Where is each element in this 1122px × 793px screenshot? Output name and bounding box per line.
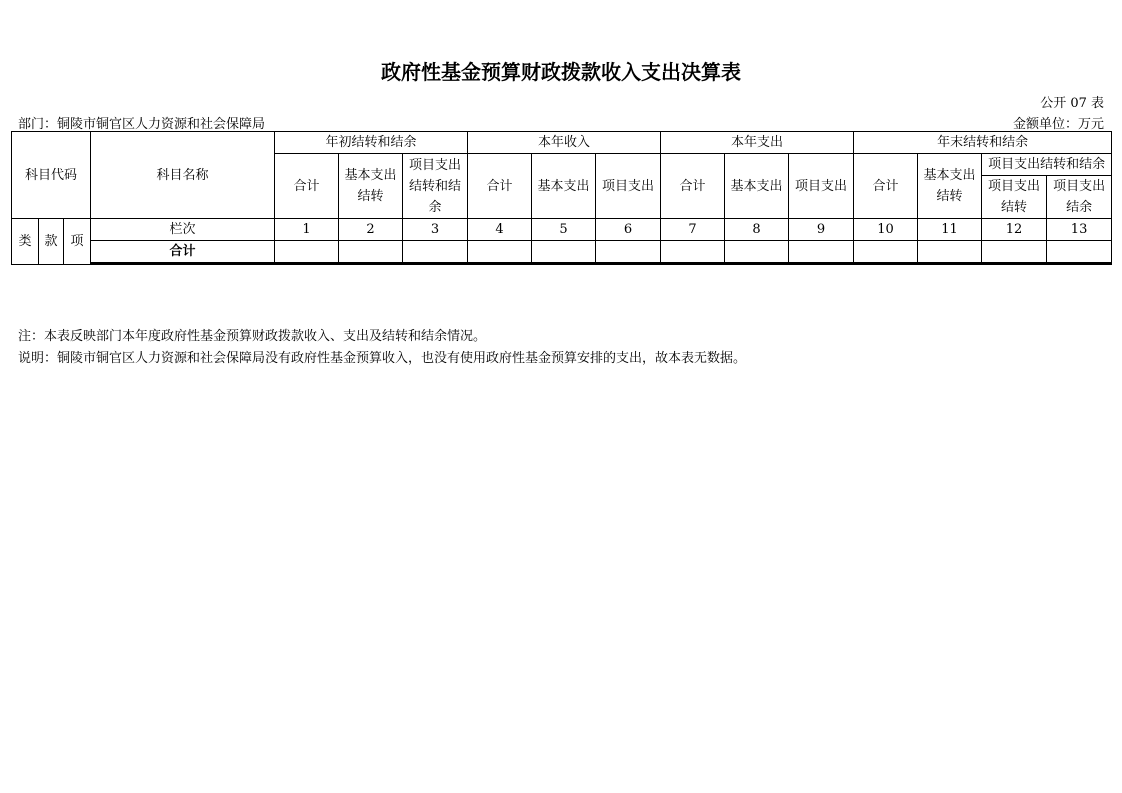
table-cell <box>339 241 403 263</box>
table-cell <box>918 241 982 263</box>
table-cell <box>468 264 532 265</box>
column-number: 3 <box>403 219 468 241</box>
table-cell <box>403 264 468 265</box>
g3-total-header: 合计 <box>661 154 725 219</box>
xiang-header: 项 <box>64 219 91 265</box>
table-cell <box>854 264 918 265</box>
total-row <box>12 241 1112 263</box>
column-number: 10 <box>854 219 918 241</box>
column-number: 4 <box>468 219 532 241</box>
table-cell <box>789 264 854 265</box>
table-cell <box>982 264 1047 265</box>
column-number: 9 <box>789 219 854 241</box>
table-cell <box>725 264 789 265</box>
note-line: 注：本表反映部门本年度政府性基金预算财政拨款收入、支出及结转和结余情况。 <box>18 329 487 344</box>
column-number: 8 <box>725 219 789 241</box>
table-cell <box>532 264 596 265</box>
column-number: 11 <box>918 219 982 241</box>
table-cell <box>275 264 339 265</box>
amount-unit-label: 金额单位：万元 <box>1012 117 1104 132</box>
opening-balance-header: 年初结转和结余 <box>275 132 468 154</box>
table-cell <box>91 264 275 265</box>
table-cell <box>854 241 918 263</box>
budget-table <box>11 131 1112 265</box>
table-cell <box>789 241 854 263</box>
g4-total-header: 合计 <box>854 154 918 219</box>
table-cell <box>596 241 661 263</box>
header-row-1 <box>12 132 1112 154</box>
g1-total-header: 合计 <box>275 154 339 219</box>
total-row-label: 合计 <box>91 241 275 263</box>
column-number: 13 <box>1047 219 1112 241</box>
column-number: 6 <box>596 219 661 241</box>
department-label: 部门：铜陵市铜官区人力资源和社会保障局 <box>18 117 266 132</box>
g4-project-carry-header: 项目支出结转 <box>982 176 1047 219</box>
table-row <box>12 264 1112 265</box>
g4-project-surplus-header: 项目支出结余 <box>1047 176 1112 219</box>
current-income-header: 本年收入 <box>468 132 661 154</box>
subject-name-header: 科目名称 <box>91 132 275 219</box>
table-cell <box>918 264 982 265</box>
column-number: 1 <box>275 219 339 241</box>
table-cell <box>596 264 661 265</box>
column-number-row <box>12 219 1112 241</box>
subject-code-header: 科目代码 <box>12 132 91 219</box>
current-expense-header: 本年支出 <box>661 132 854 154</box>
table-cell <box>1047 264 1112 265</box>
table-cell <box>532 241 596 263</box>
table-cell <box>982 241 1047 263</box>
kuan-header: 款 <box>39 219 64 265</box>
explanation-line: 说明：铜陵市铜官区人力资源和社会保障局没有政府性基金预算收入，也没有使用政府性基金预算安排的支出，故本表无数据。 <box>18 351 747 366</box>
lei-header: 类 <box>12 219 39 265</box>
g2-basic-header: 基本支出 <box>532 154 596 219</box>
column-number: 7 <box>661 219 725 241</box>
table-cell <box>1047 241 1112 263</box>
column-label: 栏次 <box>91 219 275 241</box>
g1-basic-carry-header: 基本支出结转 <box>339 154 403 219</box>
table-cell <box>468 241 532 263</box>
g1-project-carry-surplus-header: 项目支出结转和结余 <box>403 154 468 219</box>
column-number: 2 <box>339 219 403 241</box>
table-cell <box>403 241 468 263</box>
column-number: 12 <box>982 219 1047 241</box>
form-number: 公开 07 表 <box>1040 96 1104 111</box>
g2-total-header: 合计 <box>468 154 532 219</box>
table-cell <box>725 241 789 263</box>
g4-basic-carry-header: 基本支出结转 <box>918 154 982 219</box>
column-number: 5 <box>532 219 596 241</box>
g3-project-header: 项目支出 <box>789 154 854 219</box>
table-cell <box>275 241 339 263</box>
notes <box>18 326 746 370</box>
closing-balance-header: 年末结转和结余 <box>854 132 1112 154</box>
table-cell <box>661 241 725 263</box>
g3-basic-header: 基本支出 <box>725 154 789 219</box>
table-cell <box>661 264 725 265</box>
g2-project-header: 项目支出 <box>596 154 661 219</box>
table-cell <box>339 264 403 265</box>
g4-project-sub-header: 项目支出结转和结余 <box>982 154 1112 176</box>
page-title: 政府性基金预算财政拨款收入支出决算表 <box>381 60 741 84</box>
